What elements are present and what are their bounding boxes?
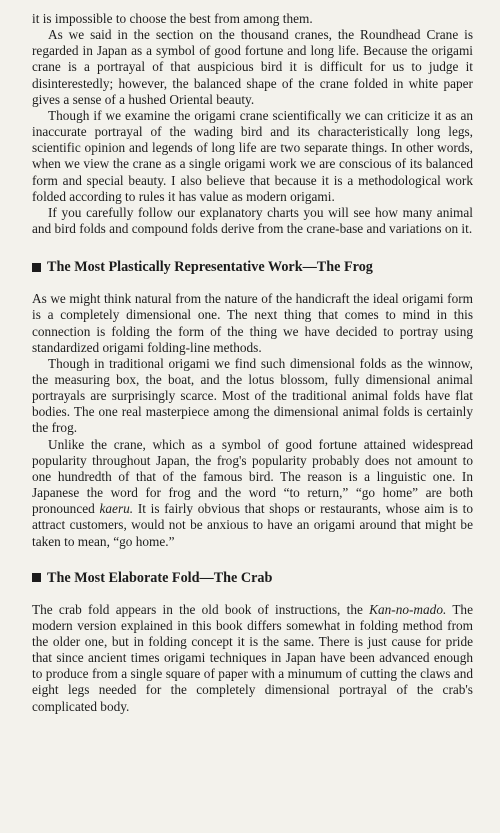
book-page bbox=[32, 11, 473, 715]
crab-section bbox=[32, 569, 473, 715]
italic-term: Kan-no-mado. bbox=[369, 601, 447, 617]
paragraph: Though if we examine the origami crane scientifically we can criticize it as an inaccurate portrayal of the wading bird and its characteristically long legs, scientific opinion and legends of long life are two separate things. In other words, when we view the crane as a single origami work we are conscious of its balanced form and special beauty. I also believe that because it is a methodological work folded according to rules it has value as modern origami. bbox=[32, 107, 473, 204]
intro-section bbox=[32, 11, 473, 237]
square-bullet-icon bbox=[32, 573, 41, 582]
section-heading bbox=[32, 569, 473, 587]
paragraph: As we said in the section on the thousand cranes, the Roundhead Crane is regarded in Japan as a symbol of good fortune and long life. Because the origami crane is a portrayal of that auspicious bird it is difficult for us to judge it disinterestedly; however, the balanced shape of the crane folded in white paper gives a sense of a hushed Oriental beauty. bbox=[32, 27, 473, 107]
square-bullet-icon bbox=[32, 263, 41, 272]
paragraph: If you carefully follow our explanatory charts you will see how many animal and bird folds and compound folds derive from the crane-base and variations on it. bbox=[32, 204, 473, 237]
paragraph bbox=[32, 437, 473, 550]
text-span: The modern version explained in this book differs somewhat in folding method from the older one, but in folding concept it is the same. There is just cause for pride that since ancient times origami techniques in Japan have been advanced enough to produce from a single square of paper with a minumum of cutting the claws and eight legs needed for the completely dimensional portrayal of the crab's complicated body. bbox=[32, 601, 473, 714]
text-span: Unlike the crane, which as a symbol of good fortune attained widespread popularity throughout Japan, the frog's popularity probably does not amount to one hundredth of that of the famous bird. The reason is a linguistic one. In Japanese the word for frog and the word “to return,” “go home” are both pronounced bbox=[32, 436, 473, 517]
frog-section bbox=[32, 258, 473, 550]
paragraph bbox=[32, 602, 473, 715]
paragraph: it is impossible to choose the best from among them. bbox=[32, 11, 313, 26]
paragraph: Though in traditional origami we find such dimensional folds as the winnow, the measuring box, the boat, and the lotus blossom, fully dimensional animal portrayals are surprisingly scarce. Most of the traditional animal folds have flat bodies. The one real masterpiece among the dimensional animal folds is certainly the frog. bbox=[32, 355, 473, 436]
italic-term: kaeru. bbox=[99, 501, 134, 517]
section-heading bbox=[32, 258, 473, 276]
section-heading-text: The Most Elaborate Fold—The Crab bbox=[47, 569, 273, 586]
paragraph: As we might think natural from the nature of the handicraft the ideal origami form is a completely dimensional one. The next thing that comes to mind in this connection is folding the form of the thing we have decided to portray using standardized origami folding-line methods. bbox=[32, 291, 473, 355]
section-heading-text: The Most Plastically Representative Work—The Frog bbox=[47, 259, 373, 276]
text-span: The crab fold appears in the old book of instructions, the bbox=[32, 601, 370, 617]
text-span: It is fairly obvious that shops or restaurants, whose aim is to attract customers, would not be anxious to have an origami around that might be taken to mean, “go home.” bbox=[32, 501, 473, 549]
